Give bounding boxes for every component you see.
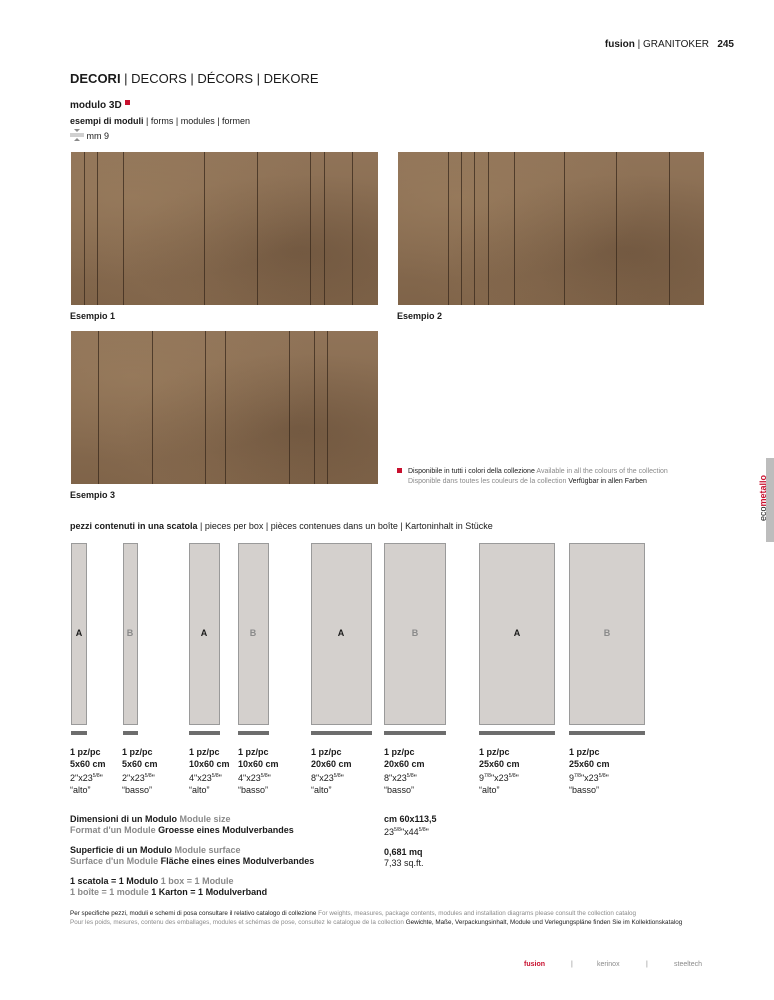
- piece-letter: B: [126, 628, 134, 638]
- availability-note: Disponibile in tutti i colori della collezione Available in all the colours of the collection Disponible dans toutes les couleurs de la collection Verfügbar in allen Farben: [397, 467, 697, 487]
- piece-base: [123, 731, 138, 735]
- piece-letter: B: [603, 628, 611, 638]
- piece-letter: A: [337, 628, 345, 638]
- example-2-caption: Esempio 2: [397, 311, 443, 321]
- example-1-image: [71, 152, 378, 305]
- red-square-bullet-icon: [397, 468, 402, 473]
- page-number: 245: [717, 39, 734, 50]
- piece-base: [71, 731, 87, 735]
- header-collection: GRANITOKER: [643, 39, 709, 50]
- piece-info: 1 pz/pc 5x60 cm $2"x23^{5/8}$" “alto”: [70, 747, 106, 795]
- piece-info: 1 pz/pc 10x60 cm $4"x23^{5/8}$" “basso”: [238, 747, 279, 795]
- piece-info: 1 pz/pc 10x60 cm $4"x23^{5/8}$" “alto”: [189, 747, 230, 795]
- piece-info: 1 pz/pc 20x60 cm $8"x23^{5/8}$" “basso”: [384, 747, 425, 795]
- piece-info: 1 pz/pc 25x60 cm $9^{7/8}"x23^{5/8}$" “basso”: [569, 747, 610, 795]
- piece-base: [189, 731, 220, 735]
- piece-base: [311, 731, 372, 735]
- examples-heading: esempi di moduli | forms | modules | formen: [70, 116, 251, 126]
- thickness-icon: [70, 128, 84, 142]
- piece-base: [238, 731, 269, 735]
- piece-base: [384, 731, 446, 735]
- example-2-image: [398, 152, 704, 305]
- pieces-heading: pezzi contenuti in una scatola | pieces per box | pièces contenues dans un boîte | Kartoninhalt in Stücke: [70, 521, 493, 531]
- module-specs-labels: Dimensioni di un Modulo Module size Format d'un Module Groesse eines Modulverbandes Superficie di un Modulo Module surface Surface d'un Module Fläche eines eines Modulverbandes 1 scatola = 1 Modulo 1 box = 1 Module 1 boîte = 1 module 1 Karton = 1 Modulverband: [70, 814, 315, 897]
- piece-letter: B: [249, 628, 257, 638]
- module-name: modulo 3D: [70, 100, 130, 111]
- running-header: fusion | GRANITOKER 245: [604, 39, 734, 50]
- red-square-icon: [125, 100, 130, 105]
- thickness-indicator: mm 9: [70, 128, 109, 142]
- piece-letter: A: [200, 628, 208, 638]
- example-3-image: [71, 331, 378, 484]
- page-title: DECORI | DECORS | DÉCORS | DEKORE: [70, 71, 319, 86]
- module-specs-values: cm 60x113,5 $23^{5/8}"x44^{5/8}$" 0,681 mq 7,33 sq.ft.: [384, 814, 437, 868]
- piece-letter: B: [411, 628, 419, 638]
- piece-info: 1 pz/pc 25x60 cm $9^{7/8}"x23^{5/8}$" “alto”: [479, 747, 520, 795]
- example-3-caption: Esempio 3: [70, 490, 116, 500]
- piece-letter: A: [75, 628, 83, 638]
- footer-brand-fusion[interactable]: fusion: [524, 961, 545, 968]
- footer-divider: |: [571, 961, 573, 968]
- side-tab-label: ecometallo: [758, 474, 768, 522]
- footer-divider: |: [646, 961, 648, 968]
- header-brand: fusion: [604, 39, 635, 50]
- piece-info: 1 pz/pc 5x60 cm $2"x23^{5/8}$" “basso”: [122, 747, 158, 795]
- piece-base: [569, 731, 645, 735]
- example-1-caption: Esempio 1: [70, 311, 116, 321]
- footnote: Per specifiche pezzi, moduli e schemi di posa consultare il relativo catalogo di collezione For weights, measures, package contents, modules and installation diagrams please consult the collection catalog Pour les poids, mesures, contenu des emballages, modules et schémas de pose, consultez le catalogue de la collection Gewichte, Maße, Verpackungsinhalt, Module und Verlegungspläne finden Sie im Kollektionskatalog: [70, 910, 683, 926]
- piece-letter: A: [513, 628, 521, 638]
- piece-info: 1 pz/pc 20x60 cm $8"x23^{5/8}$" “alto”: [311, 747, 352, 795]
- footer-brand-kerinox[interactable]: kerinox: [597, 961, 620, 968]
- footer-brand-steeltech[interactable]: steeltech: [674, 961, 703, 968]
- piece-base: [479, 731, 555, 735]
